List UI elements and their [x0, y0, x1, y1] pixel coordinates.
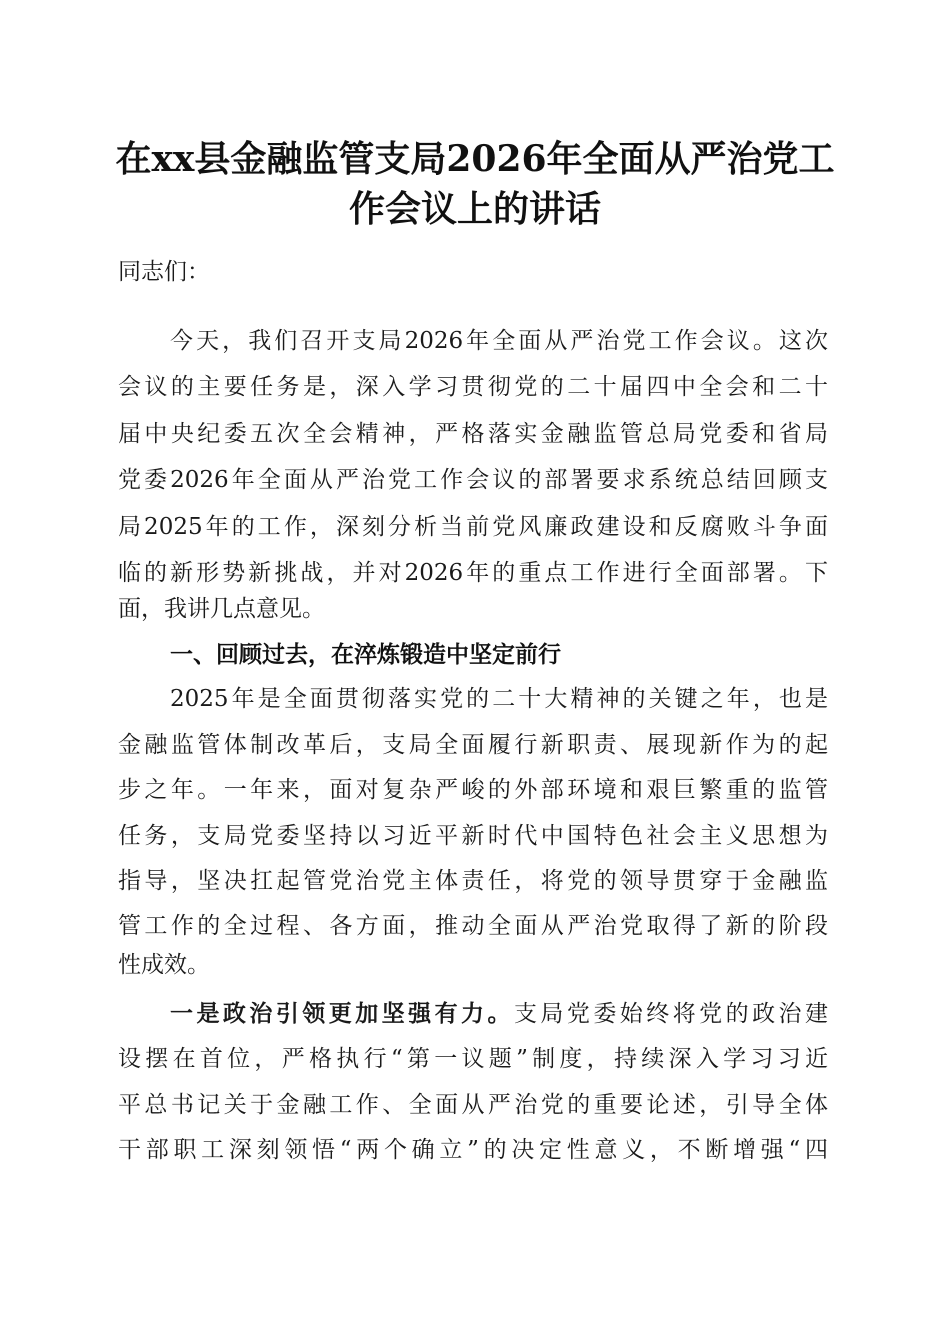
salutation: 同志们： [118, 259, 210, 285]
paragraph-2-line: 2025年是全面贯彻落实党的二十大精神的关键之年，也是 [170, 686, 828, 712]
paragraph-3-line-1 [170, 994, 828, 1034]
paragraph-2-line: 性成效。 [118, 952, 210, 978]
paragraph-2-line: 管工作的全过程、各方面，推动全面从严治党取得了新的阶段 [118, 913, 828, 939]
document-title-line-1: 在xx县金融监管支局2026年全面从严治党工 [115, 138, 835, 180]
paragraph-3-line: 设摆在首位，严格执行“第一议题”制度，持续深入学习习近 [118, 1046, 828, 1072]
paragraph-1-line: 局2025年的工作，深刻分析当前党风廉政建设和反腐败斗争面 [118, 514, 828, 540]
paragraph-1-line: 今天，我们召开支局2026年全面从严治党工作会议。这次 [170, 328, 828, 354]
paragraph-2-line: 金融监管体制改革后，支局全面履行新职责、展现新作为的起 [118, 732, 828, 758]
document-title-line-2: 作会议上的讲话 [348, 188, 601, 230]
paragraph-1-line: 党委2026年全面从严治党工作会议的部署要求系统总结回顾支 [118, 467, 828, 493]
paragraph-3-line: 平总书记关于金融工作、全面从严治党的重要论述，引导全体 [118, 1092, 828, 1118]
paragraph-2-line: 任务，支局党委坚持以习近平新时代中国特色社会主义思想为 [118, 823, 828, 849]
paragraph-3-line: 干部职工深刻领悟“两个确立”的决定性意义，不断增强“四 [118, 1137, 828, 1163]
paragraph-1-line: 面，我讲几点意见。 [118, 596, 325, 622]
paragraph-2-line: 步之年。一年来，面对复杂严峻的外部环境和艰巨繁重的监管 [118, 777, 828, 803]
section-1-heading: 一、回顾过去，在淬炼锻造中坚定前行 [170, 642, 561, 668]
paragraph-3-lead: 一是政治引领更加坚强有力。 [170, 1000, 514, 1027]
paragraph-2-line: 指导，坚决扛起管党治党主体责任，将党的领导贯穿于金融监 [118, 868, 828, 894]
paragraph-1-line: 临的新形势新挑战，并对2026年的重点工作进行全面部署。下 [118, 560, 828, 586]
paragraph-1-line: 届中央纪委五次全会精神，严格落实金融监管总局党委和省局 [118, 421, 828, 447]
paragraph-1-line: 会议的主要任务是，深入学习贯彻党的二十届四中全会和二十 [118, 374, 828, 400]
paragraph-3-line-1-rest: 支局党委始终将党的政治建 [513, 1001, 829, 1027]
